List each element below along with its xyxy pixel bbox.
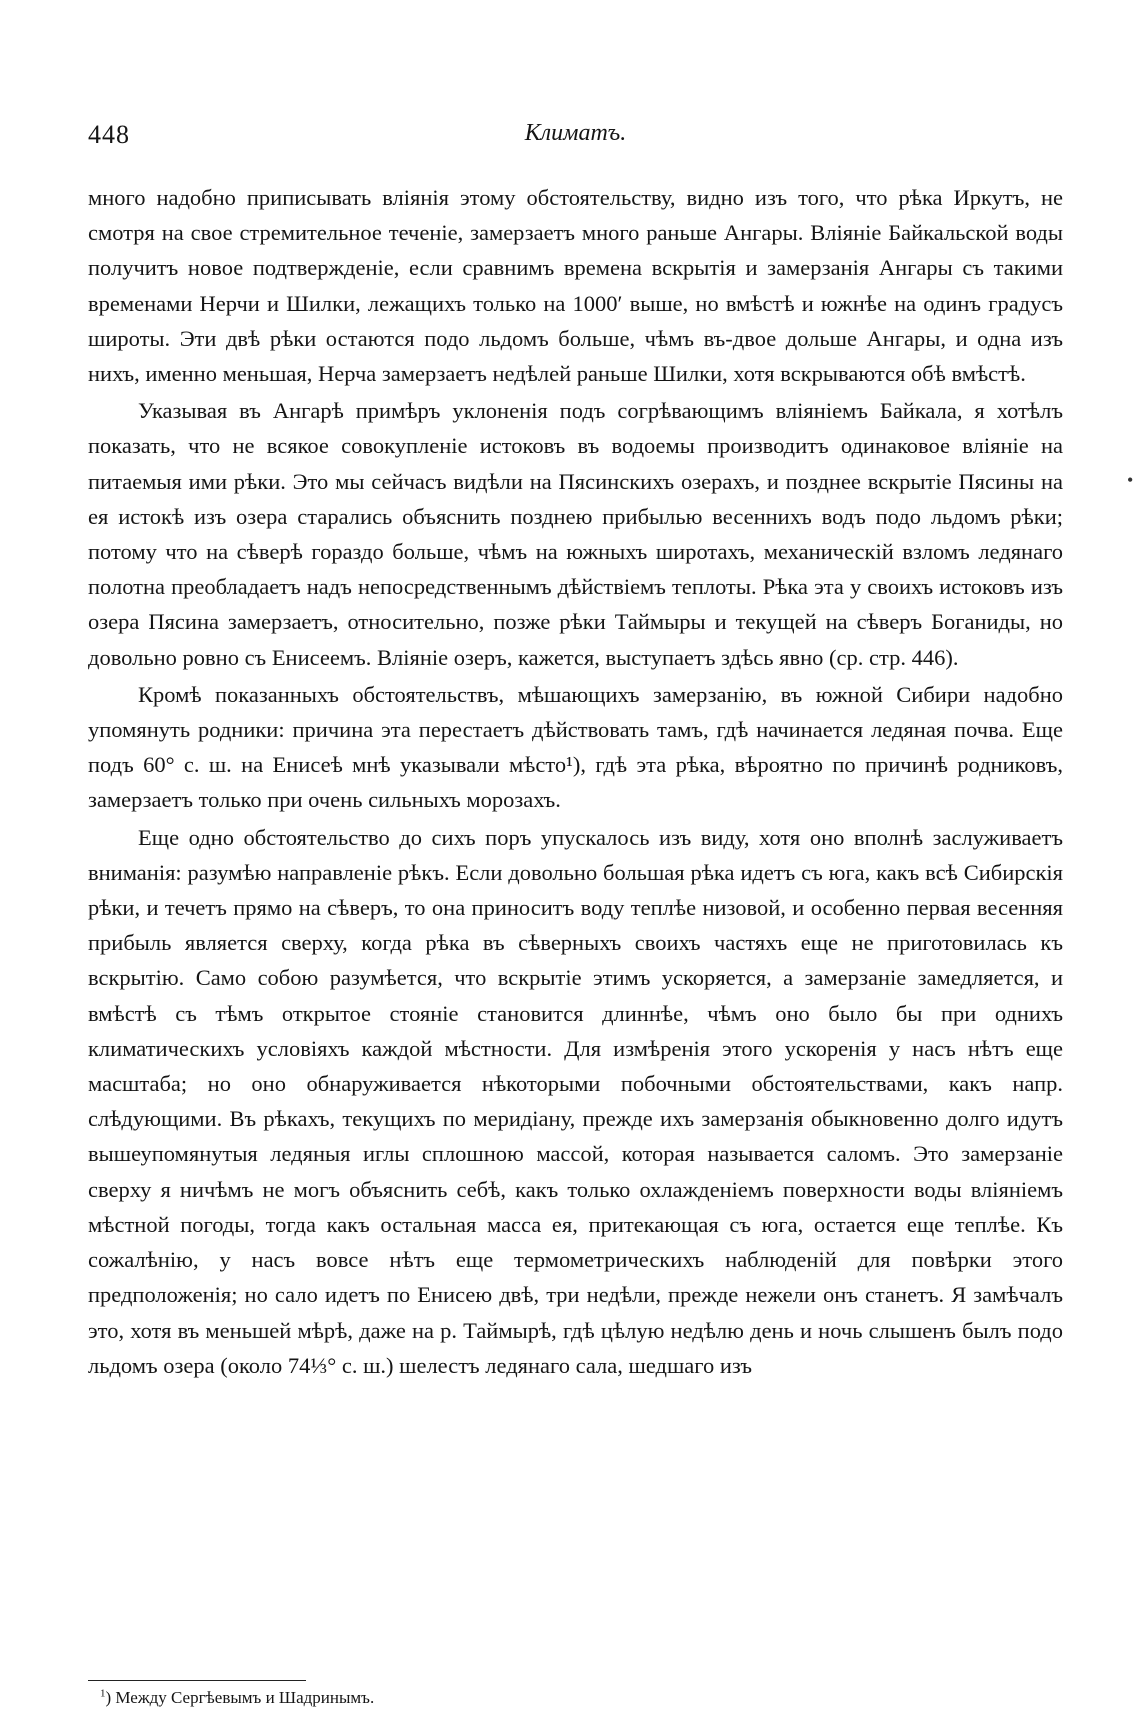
footnote-text: ) Между Сергѣевымъ и Шадринымъ. bbox=[105, 1688, 375, 1707]
text-line: сплошною массой, которая называется саломъ. Это замерзаніе сверху я ничѣмъ не могъ bbox=[88, 1141, 1063, 1202]
text-line: измѣренія этого ускоренія у насъ нѣтъ еще масштаба; но оно обнаруживается нѣкоторыми bbox=[88, 1035, 1063, 1097]
margin-dot: • bbox=[1127, 470, 1134, 490]
text-line: подо льдомъ больше, чѣмъ въ-двое дольше Ангары, и одна изъ нихъ, именно меньшая, bbox=[88, 325, 1063, 387]
text-line: Кромѣ показанныхъ обстоятельствъ, мѣшающихъ замерзанію, въ южной Сибири bbox=[138, 681, 984, 707]
text-line: Вліяніе Байкальской воды получитъ новое подтвержденіе, если сравнимъ времена вскры bbox=[88, 220, 1063, 281]
text-line: Еще одно обстоятельство до сихъ поръ упускалось изъ виду, хотя оно вполнѣ за bbox=[138, 824, 952, 850]
text-line: служиваетъ вниманія: разумѣю направленіе рѣкъ. Если довольно большая рѣка идетъ съ bbox=[88, 824, 1063, 885]
text-line: объяснить себѣ, какъ только охлажденіемъ поверхности воды вліяніемъ мѣстной погоды, bbox=[88, 1176, 1063, 1237]
text-line: но сало идетъ по Енисею двѣ, три недѣли, прежде нежели онъ станетъ. Я замѣчалъ bbox=[244, 1282, 1063, 1308]
text-line: Нерча замерзаетъ недѣлей раньше Шилки, хотя вскрываются обѣ вмѣстѣ. bbox=[318, 361, 1026, 387]
text-line: былью весеннихъ водъ подо льдомъ рѣки; потому что на сѣверѣ гораздо больше, чѣмъ bbox=[88, 503, 1063, 565]
text-line: Иркутъ, не смотря на свое стремительное теченіе, замерзаетъ много раньше Ангары. bbox=[88, 185, 1064, 246]
text-line: своихъ частяхъ еще не приготовилась къ вскрытію. Само собою разумѣется, что вскрытіе bbox=[88, 930, 1063, 991]
text-line: низовой, и особенно первая весенняя прибыль является сверху, когда рѣка въ сѣверныхъ bbox=[88, 895, 1063, 956]
text-line: это, хотя въ меньшей мѣрѣ, даже на р. Таймырѣ, гдѣ цѣлую недѣлю день и ночь слы bbox=[88, 1317, 905, 1343]
text-line: побочными обстоятельствами, какъ напр. слѣдующими. Въ рѣкахъ, текущихъ по мери bbox=[88, 1071, 1064, 1132]
text-line: позднее вскрытіе Пясины на ея истокѣ изъ озера старались объяснить позднею при bbox=[88, 468, 1063, 529]
text-line: средственнымъ дѣйствіемъ теплоты. Рѣка эта у своихъ истоковъ изъ озера Пясина замер bbox=[88, 574, 1064, 635]
text-line: этимъ ускоряется, а замерзаніе замедляется, и вмѣстѣ съ тѣмъ открытое стояніе становится bbox=[88, 965, 1063, 1026]
text-line: у насъ вовсе нѣтъ еще термометрическихъ наблюденій для повѣрки этого предположенія; bbox=[88, 1247, 1064, 1308]
text-line: вѣроятно по причинѣ родниковъ, замерзаетъ только при очень сильныхъ морозахъ. bbox=[88, 752, 1064, 813]
text-line: юга, какъ всѣ Сибирскія рѣки, и течетъ прямо на сѣверъ, то она приноситъ воду теплѣе bbox=[88, 859, 1063, 921]
paragraph-4 bbox=[88, 820, 1063, 1383]
text-line: шенъ былъ подо льдомъ озера (около 74⅓° с. ш.) шелестъ ледянаго сала, шедшаго изъ bbox=[88, 1317, 1063, 1378]
text-line: 1000′ выше, но вмѣстѣ и южнѣе на одинъ градусъ широты. Эти двѣ рѣки остаются bbox=[88, 290, 1063, 351]
text-line: Указывая въ Ангарѣ примѣръ уклоненія подъ согрѣвающимъ вліяніемъ Байкала, bbox=[138, 398, 975, 424]
text-line: я хотѣлъ показать, что не всякое совокупленіе истоковъ въ водоемы производитъ одина bbox=[88, 398, 1063, 459]
footnote-marker: 1 bbox=[100, 1687, 106, 1700]
text-line: ровно съ Енисеемъ. Вліяніе озеръ, кажется, выступаетъ здѣсь явно (ср. стр. 446). bbox=[182, 644, 959, 670]
footnote bbox=[100, 1686, 800, 1710]
page-header bbox=[88, 120, 1063, 160]
text-line: тія и замерзанія Ангары съ такими временами Нерчи и Шилки, лежащихъ только на bbox=[88, 255, 1063, 316]
text-line: ледяная почва. Еще подъ 60° с. ш. на Енисеѣ мнѣ указывали мѣсто¹), гдѣ эта рѣка, bbox=[88, 717, 1063, 778]
paragraph-3 bbox=[88, 677, 1063, 818]
page-number: 448 bbox=[88, 120, 130, 149]
paragraph-1 bbox=[88, 180, 1063, 391]
text-line: длиннѣе, чѣмъ оно было бы при однихъ климатическихъ условіяхъ каждой мѣстности. Для bbox=[88, 1000, 1063, 1061]
body-text bbox=[88, 180, 1063, 1383]
footnote-divider bbox=[88, 1680, 306, 1681]
running-title: Климатъ. bbox=[524, 120, 627, 146]
text-line: ковое вліяніе на питаемыя ими рѣки. Это мы сейчасъ видѣли на Пясинскихъ озерахъ, и bbox=[88, 433, 1064, 494]
text-line: діану, прежде ихъ замерзанія обыкновенно долго идутъ вышеупомянутыя ледяныя иглы bbox=[88, 1106, 1063, 1167]
text-line: заетъ, относительно, позже рѣки Таймыры и текущей на сѣверъ Боганиды, но довольно bbox=[88, 609, 1064, 670]
paragraph-2 bbox=[88, 393, 1063, 675]
text-line: надобно упомянуть родники: причина эта перестаетъ дѣйствовать тамъ, гдѣ начинается bbox=[88, 681, 1063, 743]
text-line: много надобно приписывать вліянія этому обстоятельству, видно изъ того, что рѣка bbox=[88, 185, 954, 210]
text-line: тогда какъ остальная масса ея, притекающая съ юга, остается еще теплѣе. Къ сожалѣнію, bbox=[88, 1211, 1064, 1273]
text-line: на южныхъ широтахъ, механическій взломъ ледянаго полотна преобладаетъ надъ непо bbox=[88, 539, 1063, 600]
